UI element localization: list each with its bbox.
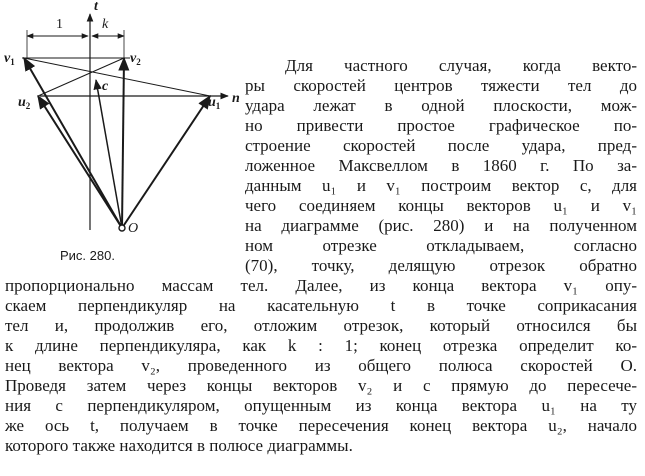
pole-o — [119, 225, 125, 231]
text-line: к длине перпендикуляра, как k : 1; конец отрезка определит ко- — [5, 336, 637, 355]
text-line: ложенное Максвеллом в 1860 г. По за- — [245, 156, 637, 175]
figure-280 — [0, 0, 250, 270]
text-line: же ось t, получаем в точке пересечения конец вектора u₂, начало — [5, 416, 637, 435]
text-line: но привести простое графическое по- — [245, 116, 637, 135]
text-line: тел и, продолжив его, отложим отрезок, который относился бы — [5, 316, 637, 335]
text-line: скаем перпендикуляр на касательную t в точке соприкасания — [5, 296, 637, 315]
label-u1: $u_1$ — [208, 95, 221, 111]
vector-u2 — [38, 96, 122, 228]
text-line: нец вектора v₂, проведенного из общего полюса скоростей O. — [5, 356, 637, 375]
text-line: удара лежат в одной плоскости, мож- — [245, 96, 637, 115]
label-o: O — [128, 221, 139, 236]
text-line: строение скоростей после удара, пред- — [245, 136, 637, 155]
figure-caption: Рис. 280. — [60, 248, 115, 263]
text-line: на диаграмме (рис. 280) и на полученном — [245, 216, 637, 235]
label-c: c — [102, 79, 109, 94]
text-line: чего соединяем концы векторов u₁ и v₁ — [245, 196, 637, 215]
text-line: ном отрезке откладываем, согласно — [245, 236, 637, 255]
text-line: которого также находится в полюсе диаграммы. — [5, 436, 353, 455]
text-line: ния с перпендикуляром, опущенным из конца вектора u₁ на ту — [5, 396, 637, 415]
text-line: пропорционально массам тел. Далее, из конца вектора v₁ опу- — [5, 276, 637, 295]
label-u2: $u_2$ — [18, 95, 31, 111]
text-line: Проведя затем через концы векторов v₂ и c прямую до пересече- — [5, 376, 637, 395]
text-line: ры скоростей центров тяжести тел до — [245, 76, 637, 95]
label-n: n — [232, 91, 240, 106]
label-v1: $v_1$ — [4, 51, 15, 67]
label-dim-one: 1 — [56, 17, 63, 32]
vector-v2 — [122, 58, 124, 228]
text-line: Для частного случая, когда векто- — [285, 56, 637, 75]
text-line: (70), точку, делящую отрезок обратно — [245, 256, 637, 275]
vector-diagram — [0, 0, 250, 270]
vector-u1 — [122, 96, 210, 228]
label-dim-k: k — [102, 17, 109, 32]
label-t: t — [94, 0, 98, 14]
label-v2: $v_2$ — [130, 51, 141, 67]
text-line: данным u₁ и v₁ построим вектор c, для — [245, 176, 637, 195]
